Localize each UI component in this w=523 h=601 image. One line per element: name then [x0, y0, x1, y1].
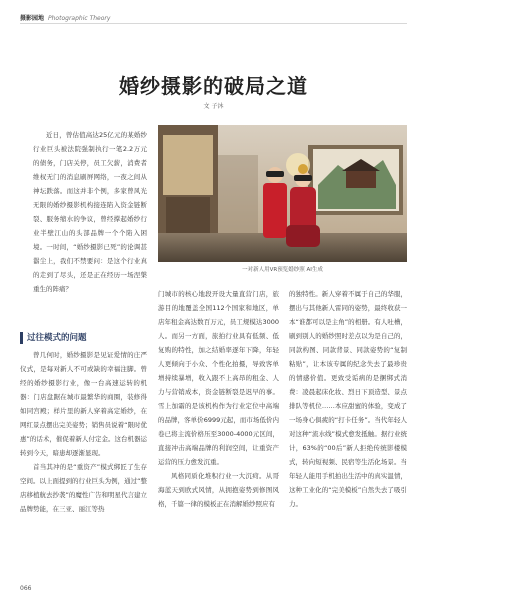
paragraph: 的独特性。新人穿着不属于自己的华服，摆出与其他新人雷同的姿势，最终收获一本“谁都可以是主角”的相册。有人吐槽，刷到别人的婚纱照时差点以为是自己的，同款构图、同款背景、同款姿势的“复制粘贴”，让本该专属的纪念失去了最珍贵的情感价值。更致受诟病的是捆绑式消费：凌晨起床化妆、烈日下顶造型、景点排队等机位……本应甜蜜的体验，变成了一场身心俱疲的“打卡任务”。当代年轻人对这种“流水线”模式愈发抵触。据行业统计，63%的“00后”新人拒绝传统影楼模式，转向短视频、民宿等生活化场景。当年轻人能用手机拍出生活中的真实温情，这种工业化的“完美模板”自然失去了吸引力。: [289, 290, 407, 508]
paragraph: 风格同质化堆积行业一大沉疴。从哥海蓝天到欧式风情，从拥抱姿势到修图风格，千篇一律的模板正在消解婚纱照应有: [158, 472, 279, 508]
paragraph: 曾几何时，婚纱摄影是见证爱情的庄严仪式，是每对新人不可或缺的幸福注脚。曾经的婚纱摄影行业，像一台高速运转的机器：门店盘踞在城市最繁华的商圈，装修得如同宫殿；样片里的新人穿着高定婚纱，在网红景点摆出完美姿势；销售员说着“限时优惠”的话术，催促着新人付定金。这台机器运转到今天，暗患却逐渐显现。: [20, 351, 147, 457]
photo-caption: 一对新人用VR预览婚纱照 AI生成: [242, 267, 323, 273]
column-1-body: [20, 326, 147, 516]
section-heading: 过往模式的问题: [20, 332, 147, 344]
paragraph: 首当其冲的是“重资产”模式绑匠了生存空间。以上面提到的行业巨头为例，通过“整店移植航去抄袭”的魔性广告和明星代言建立品牌势能，在三亚、丽江等热: [20, 463, 147, 513]
page-number: 066: [20, 585, 32, 592]
article-title: 婚纱摄影的破局之道: [119, 74, 308, 98]
column-2: [158, 287, 279, 511]
section-title-en: Photographic Theory: [48, 15, 111, 22]
paragraph: 门城市的核心地段开设大量直营门店，旅游目的地覆盖全国112个国家和地区，单店年租金高达数百万元，员工规模达3000人。而另一方面，旅拍行业具有低频、低复购的特性，加之结婚率逐年下降，年轻人更倾向于小众、个性化拍摄，导致客单增持续暴增，收入跟不上高昂的租金、人力与营销成本，资金链断裂是迟早的事。雪上加霜的是该机构作为行业定位中高端的品牌，客单价6999元起，而市场低价内卷已将主流价格压至3000-4000元区间，直接冲击高端品牌的利润空间，让重资产运营的压力愈发沉重。: [158, 290, 279, 466]
ai-watermark: 豆包AI生成: [518, 371, 523, 399]
column-3: [289, 287, 407, 511]
byline: 文 子沐: [203, 103, 224, 110]
section-header: [20, 13, 110, 22]
section-title: 摄影园地: [20, 15, 45, 22]
column-1-intro: [33, 128, 147, 296]
vr-couple-illustration: [158, 125, 407, 262]
paragraph: 近日，曾估值高达25亿元的某婚纱行业巨头被法院强制执行一笔2.2万元的债务，门店关停，员工欠薪，消费者维权无门的消息刷屏网络，一夜之间从神坛跌落。而这并非个例，多家曾风光无限的婚纱摄影机构接连陷入资金链断裂、服务缩水的争议，曾经撑起婚纱行业半壁江山的头部品牌一个个陷入困境。一时间，“婚纱摄影已死”的论调甚嚣尘上，我们不禁要问：是这个行业真的走到了尽头，还是正在经历一场涅槃重生的阵痛？: [33, 131, 147, 293]
header-divider: [20, 23, 407, 24]
